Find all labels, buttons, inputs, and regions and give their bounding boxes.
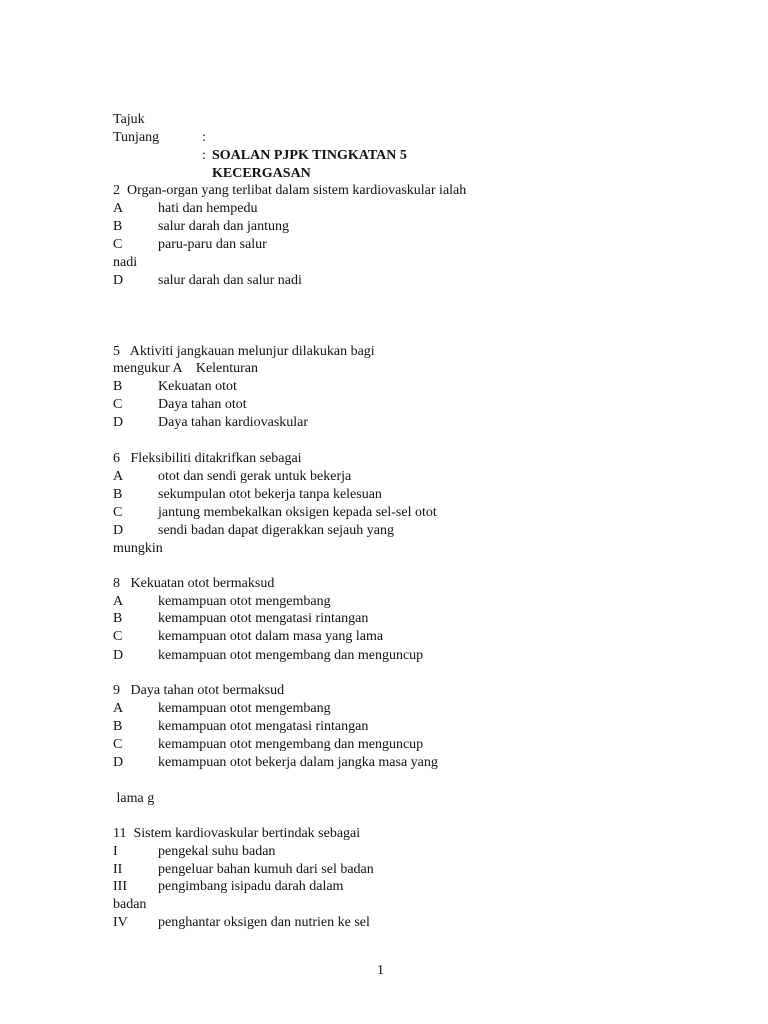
option-text: kemampuan otot bekerja dalam jangka masa yang — [158, 755, 438, 770]
option-text: Kekuatan otot — [158, 379, 237, 394]
option-text: Daya tahan kardiovaskular — [158, 415, 309, 430]
option-label: D — [113, 523, 124, 538]
option-label: D — [113, 648, 124, 663]
option-text: hati dan hempedu — [158, 201, 258, 216]
option-label: B — [113, 219, 123, 234]
tunjang-value: KECERGASAN — [212, 166, 311, 181]
q9-option-d-continuation: lama g — [113, 791, 155, 806]
option-label: I — [113, 844, 118, 859]
option-label: A — [113, 594, 124, 609]
option-text: kemampuan otot mengembang dan menguncup — [158, 648, 424, 663]
tunjang-colon: : — [202, 148, 206, 163]
option-text: jantung membekalkan oksigen kepada sel-sel otot — [158, 505, 437, 520]
option-label: A — [113, 201, 124, 216]
option-label: D — [113, 755, 124, 770]
tajuk-label: Tajuk — [113, 112, 145, 127]
option-label: A — [113, 469, 124, 484]
q11-stem: 11 Sistem kardiovaskular bertindak sebagai — [113, 826, 361, 841]
option-label: C — [113, 629, 123, 644]
q2-stem: 2 Organ-organ yang terlibat dalam sistem kardiovaskular ialah — [113, 183, 467, 198]
option-text: pengeluar bahan kumuh dari sel badan — [158, 862, 374, 877]
option-text: salur darah dan salur nadi — [158, 273, 302, 288]
option-label: C — [113, 737, 123, 752]
option-text: kemampuan otot mengembang — [158, 701, 331, 716]
option-label: D — [113, 415, 124, 430]
tunjang-label: Tunjang — [113, 130, 160, 145]
option-label: C — [113, 237, 123, 252]
option-text: kemampuan otot mengembang dan menguncup — [158, 737, 424, 752]
tajuk-value: SOALAN PJPK TINGKATAN 5 — [212, 148, 407, 163]
page-number: 1 — [377, 963, 384, 978]
option-text: otot dan sendi gerak untuk bekerja — [158, 469, 352, 484]
q5-stem-continuation: mengukur A Kelenturan — [113, 361, 259, 376]
option-label: A — [113, 701, 124, 716]
option-label: III — [113, 879, 127, 894]
option-label: D — [113, 273, 124, 288]
option-label: II — [113, 862, 123, 877]
option-text: salur darah dan jantung — [158, 219, 290, 234]
option-text: paru-paru dan salur — [158, 237, 267, 252]
q8-stem: 8 Kekuatan otot bermaksud — [113, 576, 275, 591]
option-label: C — [113, 397, 123, 412]
q5-stem: 5 Aktiviti jangkauan melunjur dilakukan bagi — [113, 344, 375, 359]
option-text: penghantar oksigen dan nutrien ke sel — [158, 915, 370, 930]
option-text: pengimbang isipadu darah dalam — [158, 879, 344, 894]
option-text: kemampuan otot mengatasi rintangan — [158, 719, 369, 734]
q6-stem: 6 Fleksibiliti ditakrifkan sebagai — [113, 451, 302, 466]
q11-item-iii-continuation: badan — [113, 897, 147, 912]
option-text: kemampuan otot dalam masa yang lama — [158, 629, 384, 644]
option-text: kemampuan otot mengatasi rintangan — [158, 611, 369, 626]
q6-option-d-continuation: mungkin — [113, 541, 163, 556]
q2-option-c-continuation: nadi — [113, 255, 138, 270]
option-text: kemampuan otot mengembang — [158, 594, 331, 609]
option-text: pengekal suhu badan — [158, 844, 276, 859]
q9-stem: 9 Daya tahan otot bermaksud — [113, 683, 285, 698]
tajuk-colon: : — [202, 130, 206, 145]
option-label: IV — [113, 915, 128, 930]
option-text: Daya tahan otot — [158, 397, 247, 412]
option-label: B — [113, 379, 123, 394]
option-text: sekumpulan otot bekerja tanpa kelesuan — [158, 487, 382, 502]
option-label: B — [113, 611, 123, 626]
option-text: sendi badan dapat digerakkan sejauh yang — [158, 523, 394, 538]
option-label: B — [113, 719, 123, 734]
option-label: B — [113, 487, 123, 502]
option-label: C — [113, 505, 123, 520]
